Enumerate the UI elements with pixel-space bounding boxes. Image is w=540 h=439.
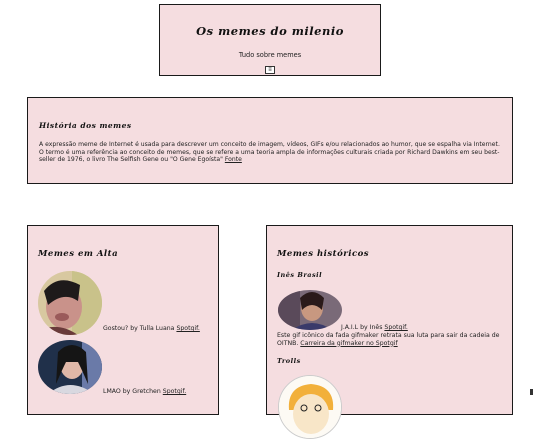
history-body: A expressão meme de Internet é usada para descrever um conceito de imagem, vídeos, GIFs e/ou relacionados ao humor, que se espalha via Internet. O termo é uma referência ao conceito de memes, que se refere a uma teoria ampla de informações culturais criada por Richard Dawkins em seu best-seller de 1976, o livro The Selfish Gene ou "O Gene Egoísta" <box>39 141 500 164</box>
gif-lmao[interactable] <box>38 340 102 394</box>
caption-jail <box>341 324 408 331</box>
gif-jail[interactable] <box>278 290 342 330</box>
hamburger-icon: ≡ <box>268 67 272 73</box>
menu-button[interactable] <box>265 66 275 74</box>
site-header <box>159 4 381 76</box>
spotgif-link-jail[interactable]: Spotgif. <box>384 324 408 331</box>
source-link[interactable]: Fonte <box>224 156 242 164</box>
jail-description <box>277 332 505 347</box>
caption-lmao-text: LMAO by Gretchen <box>103 388 161 395</box>
site-subtitle: Tudo sobre memes <box>238 51 302 59</box>
gif-troll-image <box>279 376 342 439</box>
history-text <box>39 141 505 164</box>
jail-description-text: Este gif icônico da fada gifmaker retrata sua luta para sair da cadeia de OITNB. <box>277 332 500 347</box>
history-section <box>27 97 513 184</box>
caption-gostou <box>103 325 200 332</box>
spotgif-link-lmao[interactable]: Spotgif. <box>162 388 187 395</box>
ines-heading: Inês Brasil <box>277 271 323 279</box>
trending-heading: Memes em Alta <box>38 249 119 259</box>
gif-gostou[interactable] <box>38 271 102 335</box>
gif-gostou-image <box>38 271 102 335</box>
caption-gostou-text: Gostou? by Tulla Luana <box>103 325 175 332</box>
trending-section <box>27 225 219 415</box>
gif-troll[interactable] <box>278 375 342 439</box>
historic-section <box>266 225 513 415</box>
historic-heading: Memes históricos <box>277 249 370 259</box>
site-title: Os memes do milenio <box>196 24 344 38</box>
caption-jail-text: J.A.I.L by Inês <box>341 324 383 331</box>
trolls-heading: Trolls <box>277 357 301 365</box>
history-heading: História dos memes <box>39 121 132 130</box>
gif-jail-image <box>278 290 342 330</box>
caption-lmao <box>103 388 186 395</box>
gifmaker-career-link[interactable]: Carreira da gifmaker no Spotgif <box>300 339 398 347</box>
spotgif-link-gostou[interactable]: Spotgif. <box>176 325 200 332</box>
gif-lmao-image <box>38 340 102 394</box>
scroll-indicator[interactable] <box>530 389 533 395</box>
